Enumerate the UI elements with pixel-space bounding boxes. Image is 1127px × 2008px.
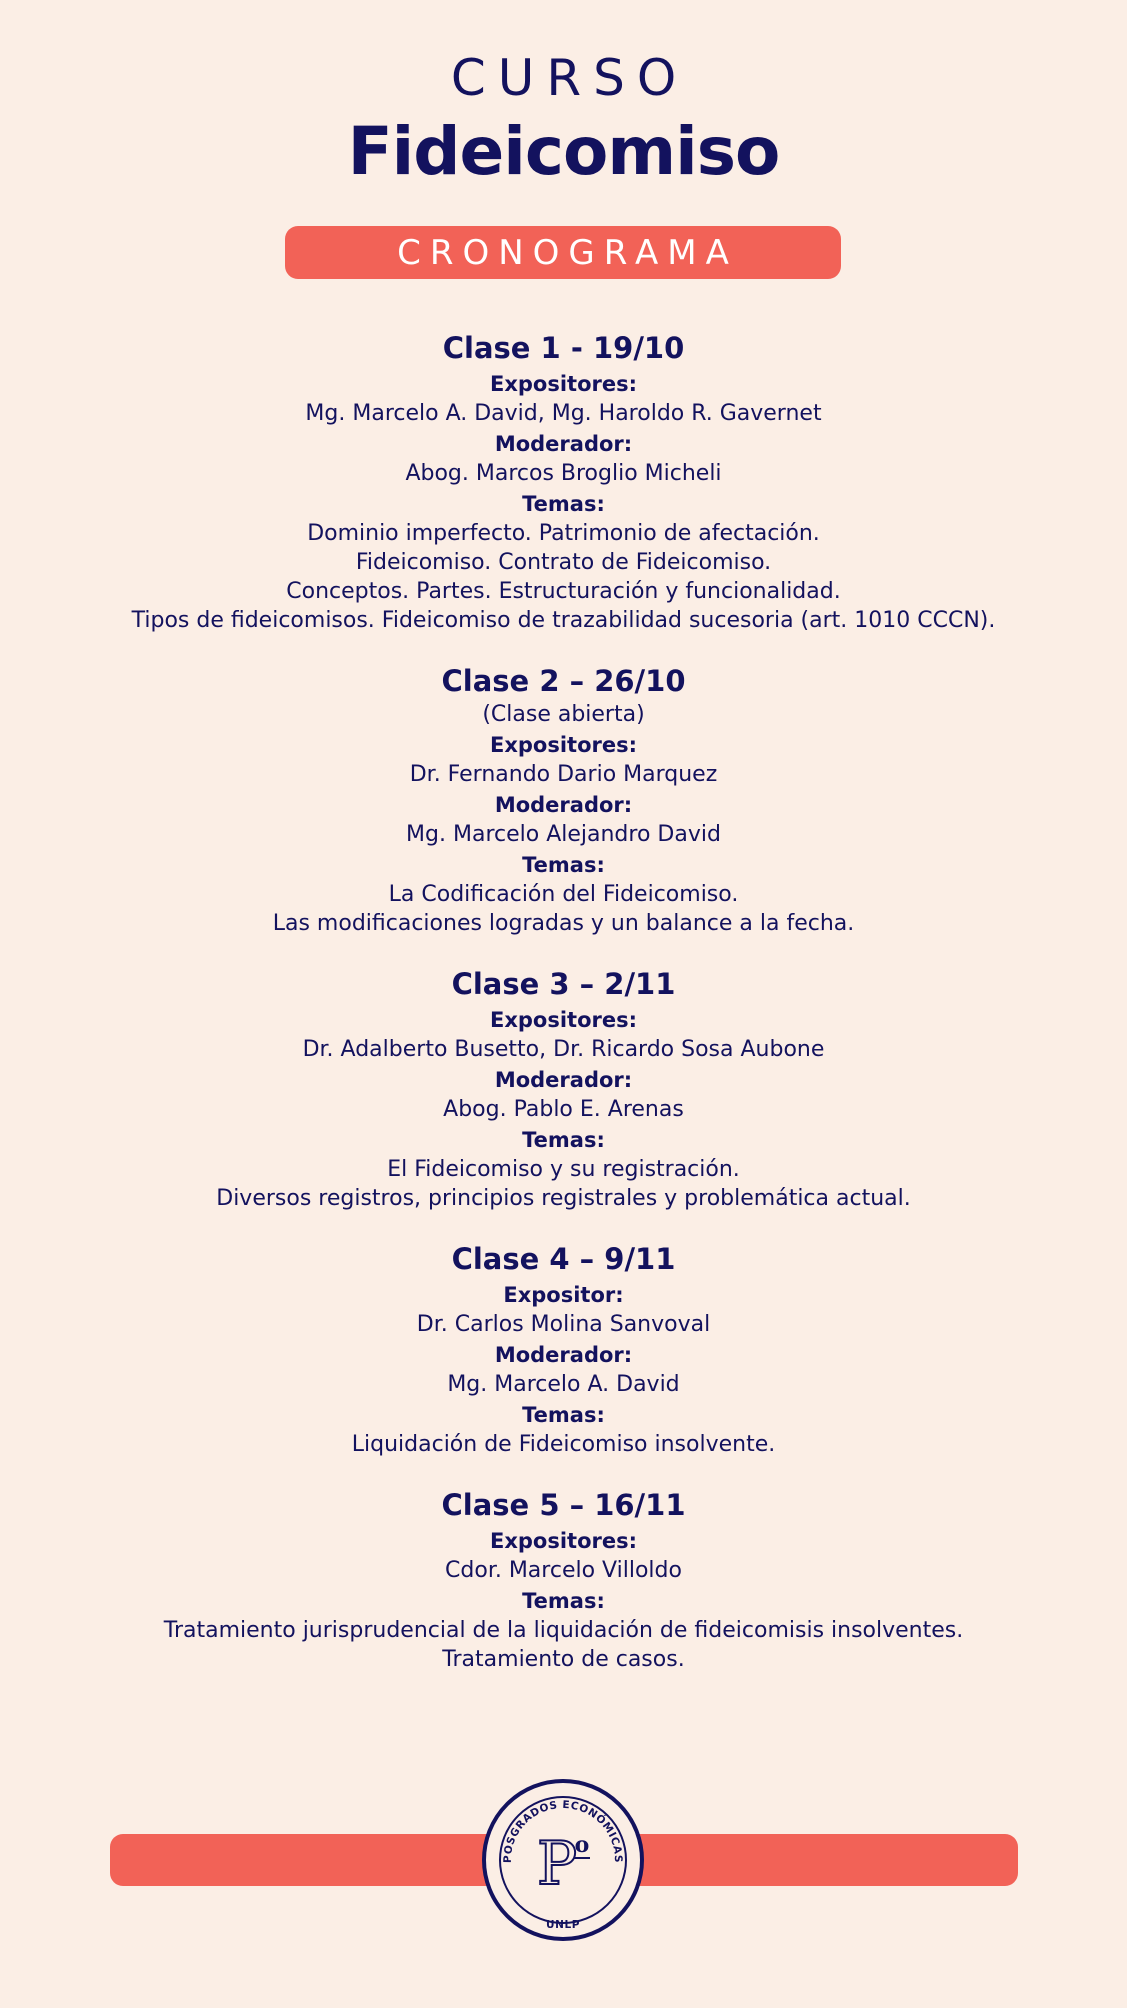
- moderator-label: Moderador:: [494, 1343, 633, 1367]
- moderator-label: Moderador:: [494, 1068, 633, 1092]
- moderator-label: Moderador:: [494, 432, 633, 456]
- topics-label: Temas:: [522, 1403, 605, 1427]
- moderator-label: Moderador:: [494, 793, 633, 817]
- session-block: [0, 964, 1127, 1213]
- session-block: [0, 1239, 1127, 1459]
- session-title: Clase 1 - 19/10: [442, 331, 685, 365]
- topics-label: Temas:: [522, 492, 605, 516]
- moderator-value: Mg. Marcelo Alejandro David: [406, 822, 721, 847]
- session-note: (Clase abierta): [482, 702, 645, 727]
- session-title: Clase 5 – 16/11: [441, 1488, 686, 1522]
- course-title: Fideicomiso: [347, 113, 780, 190]
- course-kicker: CURSO: [450, 49, 689, 107]
- topic-line: Las modificaciones logradas y un balance a la fecha.: [272, 911, 855, 936]
- speakers-label: Expositores:: [489, 372, 637, 396]
- topic-line: Fideicomiso. Contrato de Fideicomiso.: [355, 550, 772, 575]
- topic-line: Tratamiento de casos.: [442, 1647, 685, 1672]
- moderator-value: Mg. Marcelo A. David: [447, 1372, 680, 1397]
- topic-line: Conceptos. Partes. Estructuración y funcionalidad.: [286, 579, 841, 604]
- seal-monogram-sup: o: [574, 1832, 590, 1858]
- topic-line: Tratamiento jurisprudencial de la liquidación de fideicomisis insolventes.: [163, 1618, 964, 1643]
- topics-label: Temas:: [522, 1128, 605, 1152]
- topic-line: La Codificación del Fideicomiso.: [388, 882, 739, 907]
- topic-line: Tipos de fideicomisos. Fideicomiso de trazabilidad sucesoria (art. 1010 CCCN).: [131, 608, 996, 633]
- topic-line: El Fideicomiso y su registración.: [387, 1157, 740, 1182]
- topic-line: Dominio imperfecto. Patrimonio de afectación.: [307, 521, 820, 546]
- topics-label: Temas:: [522, 1589, 605, 1613]
- moderator-value: Abog. Marcos Broglio Micheli: [405, 461, 722, 486]
- schedule-list: [0, 328, 1127, 1700]
- course-header: [0, 48, 1127, 192]
- speakers-value: Dr. Fernando Dario Marquez: [409, 762, 718, 787]
- session-title: Clase 2 – 26/10: [441, 664, 686, 698]
- session-block: [0, 1485, 1127, 1674]
- session-block: [0, 661, 1127, 938]
- moderator-value: Abog. Pablo E. Arenas: [443, 1097, 684, 1122]
- session-block: [0, 328, 1127, 635]
- speakers-value: Dr. Carlos Molina Sanvoval: [416, 1312, 711, 1337]
- speakers-label: Expositores:: [489, 1529, 637, 1553]
- session-title: Clase 4 – 9/11: [451, 1242, 676, 1276]
- speakers-label: Expositores:: [489, 733, 637, 757]
- speakers-value: Dr. Adalberto Busetto, Dr. Ricardo Sosa Aubone: [302, 1037, 825, 1062]
- seal-monogram: P: [536, 1829, 578, 1899]
- speakers-label: Expositor:: [503, 1283, 624, 1307]
- topic-line: Diversos registros, principios registrales y problemática actual.: [216, 1186, 911, 1211]
- seal-bottom-text: UNLP: [545, 1919, 581, 1931]
- schedule-banner: [285, 226, 841, 279]
- topics-label: Temas:: [522, 853, 605, 877]
- posgrados-seal-logo: [481, 1778, 645, 1942]
- speakers-value: Cdor. Marcelo Villoldo: [445, 1558, 682, 1583]
- speakers-value: Mg. Marcelo A. David, Mg. Haroldo R. Gavernet: [305, 401, 822, 426]
- schedule-banner-label: CRONOGRAMA: [397, 232, 738, 273]
- topic-line: Liquidación de Fideicomiso insolvente.: [351, 1432, 776, 1457]
- speakers-label: Expositores:: [489, 1008, 637, 1032]
- seal-ring-text: POSGRADOS ECONÓMICAS: [501, 1798, 625, 1864]
- session-title: Clase 3 – 2/11: [451, 967, 676, 1001]
